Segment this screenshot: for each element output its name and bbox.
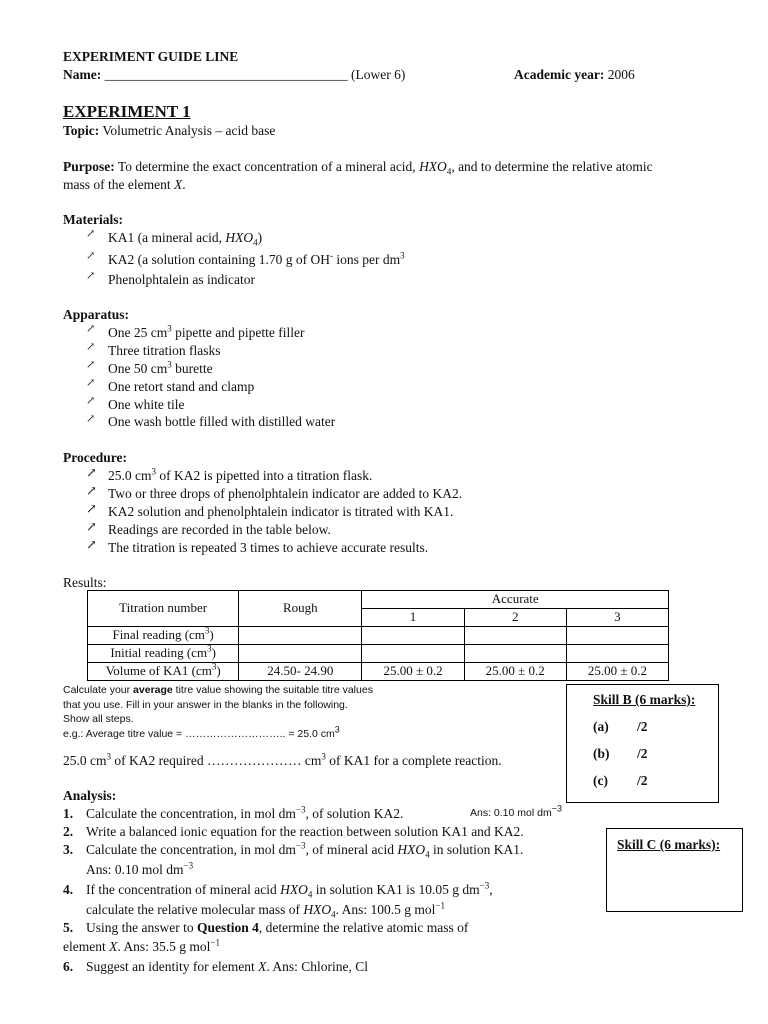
question-text: If the concentration of mineral acid — [86, 882, 281, 897]
question-text: element — [63, 939, 110, 954]
purpose-text-a: To determine the exact concentration of a mineral acid, — [117, 159, 420, 174]
superscript: −3 — [183, 860, 194, 871]
purpose-text-c: mass of the element — [63, 177, 174, 192]
arrow-bullet-icon: ↗ — [86, 413, 96, 425]
name-label: Name: — [63, 67, 102, 82]
apparatus-text: burette — [171, 361, 213, 376]
acid-subscript: 4 — [331, 909, 336, 920]
apparatus-item-wash-bottle: One wash bottle filled with distilled water — [108, 414, 336, 429]
superscript: 3 — [204, 625, 210, 636]
acid-subscript: 4 — [446, 166, 452, 177]
purpose-text-b: , and to determine the relative atomic — [451, 159, 653, 174]
skill-b-a-mark: /2 — [637, 719, 648, 734]
header-accurate-2: 2 — [464, 609, 566, 627]
element-x: X — [109, 939, 118, 954]
calc-text: of KA2 required ………………… cm — [111, 753, 322, 768]
arrow-bullet-icon: ↗ — [86, 228, 96, 240]
skill-b-c-mark: /2 — [637, 773, 648, 788]
calc-line-4 — [63, 724, 340, 742]
apparatus-text: One 25 cm — [108, 325, 168, 340]
cell-blank[interactable] — [464, 627, 566, 645]
arrow-bullet-icon: ↗ — [86, 270, 96, 282]
calc-line-2: that you use. Fill in your answer in the blanks in the following. — [63, 699, 348, 711]
arrow-bullet-icon: ↗ — [86, 501, 97, 516]
acid-formula: HXO — [303, 902, 332, 917]
question-number: 3. — [63, 842, 74, 857]
results-table — [87, 590, 669, 681]
row-label-text: Final reading (cm — [112, 627, 205, 643]
question-5-line-2 — [63, 938, 220, 956]
materials-item-ka1 — [108, 229, 262, 247]
materials-text: ions per dm — [332, 252, 401, 267]
arrow-bullet-icon: ↗ — [86, 377, 96, 389]
arrow-bullet-icon: ↗ — [86, 323, 96, 335]
name-line — [63, 66, 405, 84]
row-label-text: Volume of KA1 (cm — [105, 663, 212, 679]
question-text: in solution KA1 is 10.05 g dm — [312, 882, 480, 897]
skill-b-c-label: (c) — [593, 773, 608, 788]
materials-item-ka2 — [108, 251, 405, 269]
question-number: 6. — [63, 959, 74, 974]
superscript: 3 — [167, 359, 172, 370]
superscript: 3 — [321, 751, 326, 762]
procedure-heading: Procedure: — [63, 450, 127, 465]
skill-b-title: Skill B (6 marks): — [593, 692, 696, 707]
cell-blank[interactable] — [362, 645, 464, 663]
topic-label: Topic: — [63, 123, 100, 138]
skill-b-b-label: (b) — [593, 746, 610, 761]
cell-blank[interactable] — [566, 627, 668, 645]
question-5 — [86, 919, 468, 937]
year-value: 2006 — [607, 67, 635, 82]
table-row — [88, 645, 669, 663]
question-ref: Question 4 — [196, 920, 259, 935]
acid-subscript: 4 — [425, 849, 430, 860]
superscript: 3 — [400, 250, 405, 261]
row-label-close: ) — [216, 663, 221, 679]
calc-line-1 — [63, 684, 373, 698]
superscript: −3 — [295, 840, 306, 851]
question-text: in solution KA1. — [429, 842, 524, 857]
cell-blank[interactable] — [566, 645, 668, 663]
superscript: −1 — [435, 900, 445, 911]
skill-c-box — [606, 828, 743, 912]
arrow-bullet-icon: ↗ — [86, 537, 97, 552]
apparatus-item-flasks: Three titration flasks — [108, 343, 221, 358]
cell-volume-2: 25.00 ± 0.2 — [464, 663, 566, 681]
question-text: calculate the relative molecular mass of — [86, 902, 304, 917]
acid-formula: HXO — [397, 842, 426, 857]
question-text: Suggest an identity for element — [86, 959, 259, 974]
academic-year — [514, 66, 635, 84]
question-text: Using the answer to — [86, 920, 197, 935]
table-row — [88, 627, 669, 645]
results-label: Results: — [63, 575, 107, 590]
skill-b-box — [566, 684, 719, 803]
table-row — [88, 663, 669, 681]
answer-text: Ans: 0.10 mol dm — [470, 807, 552, 819]
apparatus-item-tile: One white tile — [108, 397, 185, 412]
arrow-bullet-icon: ↗ — [86, 250, 96, 262]
superscript: −1 — [210, 937, 220, 948]
skill-b-b-mark: /2 — [637, 746, 648, 761]
analysis-heading: Analysis: — [63, 788, 117, 803]
topic-line — [63, 122, 275, 140]
superscript: −3 — [551, 803, 562, 814]
arrow-bullet-icon: ↗ — [86, 395, 96, 407]
element-x: X — [173, 177, 183, 192]
arrow-bullet-icon: ↗ — [86, 341, 96, 353]
question-3 — [86, 841, 523, 859]
acid-formula: HXO — [280, 882, 308, 897]
question-1 — [86, 805, 403, 823]
question-text: Calculate the concentration, in mol dm — [86, 806, 296, 821]
question-number: 2. — [63, 824, 74, 839]
cell-volume-rough: 24.50- 24.90 — [239, 663, 362, 681]
element-x: X — [258, 959, 267, 974]
apparatus-text: One 50 cm — [108, 361, 168, 376]
superscript: 3 — [334, 724, 340, 735]
calc-text: titre value showing the suitable titre values — [172, 684, 373, 696]
question-text: . Ans: 100.5 g mol — [335, 902, 436, 917]
superscript: −3 — [479, 880, 490, 891]
procedure-text: of KA2 is pipetted into a titration flask. — [156, 468, 373, 483]
experiment-heading: EXPERIMENT 1 — [63, 102, 191, 121]
question-6 — [86, 958, 368, 976]
materials-text: ) — [257, 230, 263, 245]
question-text: . Ans: 35.5 g mol — [117, 939, 211, 954]
calc-example: e.g.: Average titre value = ……………………….. = 25.0 cm — [63, 728, 335, 740]
row-label-initial — [88, 645, 239, 663]
answer-text: Ans: 0.10 mol dm — [86, 862, 184, 877]
topic-value: Volumetric Analysis – acid base — [102, 123, 276, 138]
apparatus-item-burette — [108, 360, 213, 378]
row-label-text: Initial reading (cm — [110, 645, 208, 661]
question-3-answer — [86, 861, 193, 879]
procedure-step-3: KA2 solution and phenolphtalein indicator is titrated with KA1. — [108, 504, 454, 519]
acid-subscript: 4 — [253, 237, 258, 248]
calc-line-3: Show all steps. — [63, 713, 134, 725]
question-text: , determine the relative atomic mass of — [258, 920, 469, 935]
calc-text: Calculate your — [63, 684, 134, 696]
row-label-close: ) — [209, 627, 214, 643]
purpose-label: Purpose: — [63, 159, 115, 174]
calc-line-5 — [63, 752, 502, 770]
apparatus-text: pipette and pipette filler — [171, 325, 305, 340]
question-number: 1. — [63, 806, 74, 821]
year-label: Academic year: — [514, 67, 605, 82]
calc-text: of KA1 for a complete reaction. — [325, 753, 502, 768]
table-header-row — [88, 591, 669, 609]
arrow-bullet-icon: ↗ — [86, 483, 97, 498]
cell-blank[interactable] — [464, 645, 566, 663]
apparatus-item-stand: One retort stand and clamp — [108, 379, 255, 394]
header-accurate-3: 3 — [566, 609, 668, 627]
superscript: 3 — [207, 643, 212, 654]
header-rough: Rough — [239, 591, 362, 627]
procedure-step-1 — [108, 467, 372, 485]
superscript: - — [329, 250, 333, 261]
procedure-text: 25.0 cm — [108, 468, 152, 483]
level-label: (Lower 6) — [350, 67, 406, 82]
question-text: , of mineral acid — [305, 842, 398, 857]
name-blank: ____________________________________ — [104, 67, 348, 82]
superscript: 3 — [167, 323, 172, 334]
superscript: −3 — [295, 804, 306, 815]
question-1-answer — [470, 803, 562, 821]
arrow-bullet-icon: ↗ — [86, 519, 97, 534]
superscript: 3 — [106, 751, 111, 762]
materials-item-indicator: Phenolphtalein as indicator — [108, 272, 255, 287]
apparatus-heading: Apparatus: — [63, 307, 130, 322]
question-text: , of solution KA2. — [305, 806, 404, 821]
question-number: 4. — [63, 882, 74, 897]
row-label-volume — [88, 663, 239, 681]
purpose-line-2 — [63, 176, 186, 194]
question-text: , — [489, 882, 493, 897]
procedure-step-4: Readings are recorded in the table below. — [108, 522, 331, 537]
document-title: EXPERIMENT GUIDE LINE — [63, 49, 239, 64]
acid-formula: HXO — [225, 230, 254, 245]
question-2: Write a balanced ionic equation for the reaction between solution KA1 and KA2. — [86, 824, 524, 839]
acid-formula: HXO — [419, 159, 447, 174]
superscript: 3 — [211, 661, 217, 672]
question-text: Calculate the concentration, in mol dm — [86, 842, 296, 857]
materials-text: KA2 (a solution containing 1.70 g of OH — [108, 252, 330, 267]
superscript: 3 — [151, 466, 156, 477]
question-text: . Ans: Chlorine, Cl — [266, 959, 368, 974]
purpose-text-d: . — [182, 177, 186, 192]
arrow-bullet-icon: ↗ — [86, 465, 97, 480]
question-4 — [86, 881, 493, 899]
skill-c-title: Skill C (6 marks): — [617, 837, 721, 852]
calc-average: average — [133, 684, 173, 696]
materials-text: KA1 (a mineral acid, — [108, 230, 226, 245]
cell-blank[interactable] — [239, 645, 362, 663]
skill-b-a-label: (a) — [593, 719, 609, 734]
cell-volume-1: 25.00 ± 0.2 — [362, 663, 464, 681]
row-label-final — [88, 627, 239, 645]
question-number: 5. — [63, 920, 74, 935]
apparatus-item-pipette — [108, 324, 304, 342]
cell-blank[interactable] — [239, 627, 362, 645]
cell-blank[interactable] — [362, 627, 464, 645]
question-4-line-2 — [86, 901, 445, 919]
header-titration-number: Titration number — [88, 591, 239, 627]
row-label-close: ) — [211, 645, 216, 661]
purpose-line-1 — [63, 158, 653, 176]
header-accurate: Accurate — [362, 591, 669, 609]
procedure-step-2: Two or three drops of phenolphtalein indicator are added to KA2. — [108, 486, 463, 501]
procedure-step-5: The titration is repeated 3 times to achieve accurate results. — [108, 540, 429, 555]
calc-text: 25.0 cm — [63, 753, 107, 768]
acid-subscript: 4 — [307, 889, 313, 900]
materials-heading: Materials: — [63, 212, 123, 227]
header-accurate-1: 1 — [362, 609, 464, 627]
cell-volume-3: 25.00 ± 0.2 — [566, 663, 668, 681]
arrow-bullet-icon: ↗ — [86, 359, 96, 371]
